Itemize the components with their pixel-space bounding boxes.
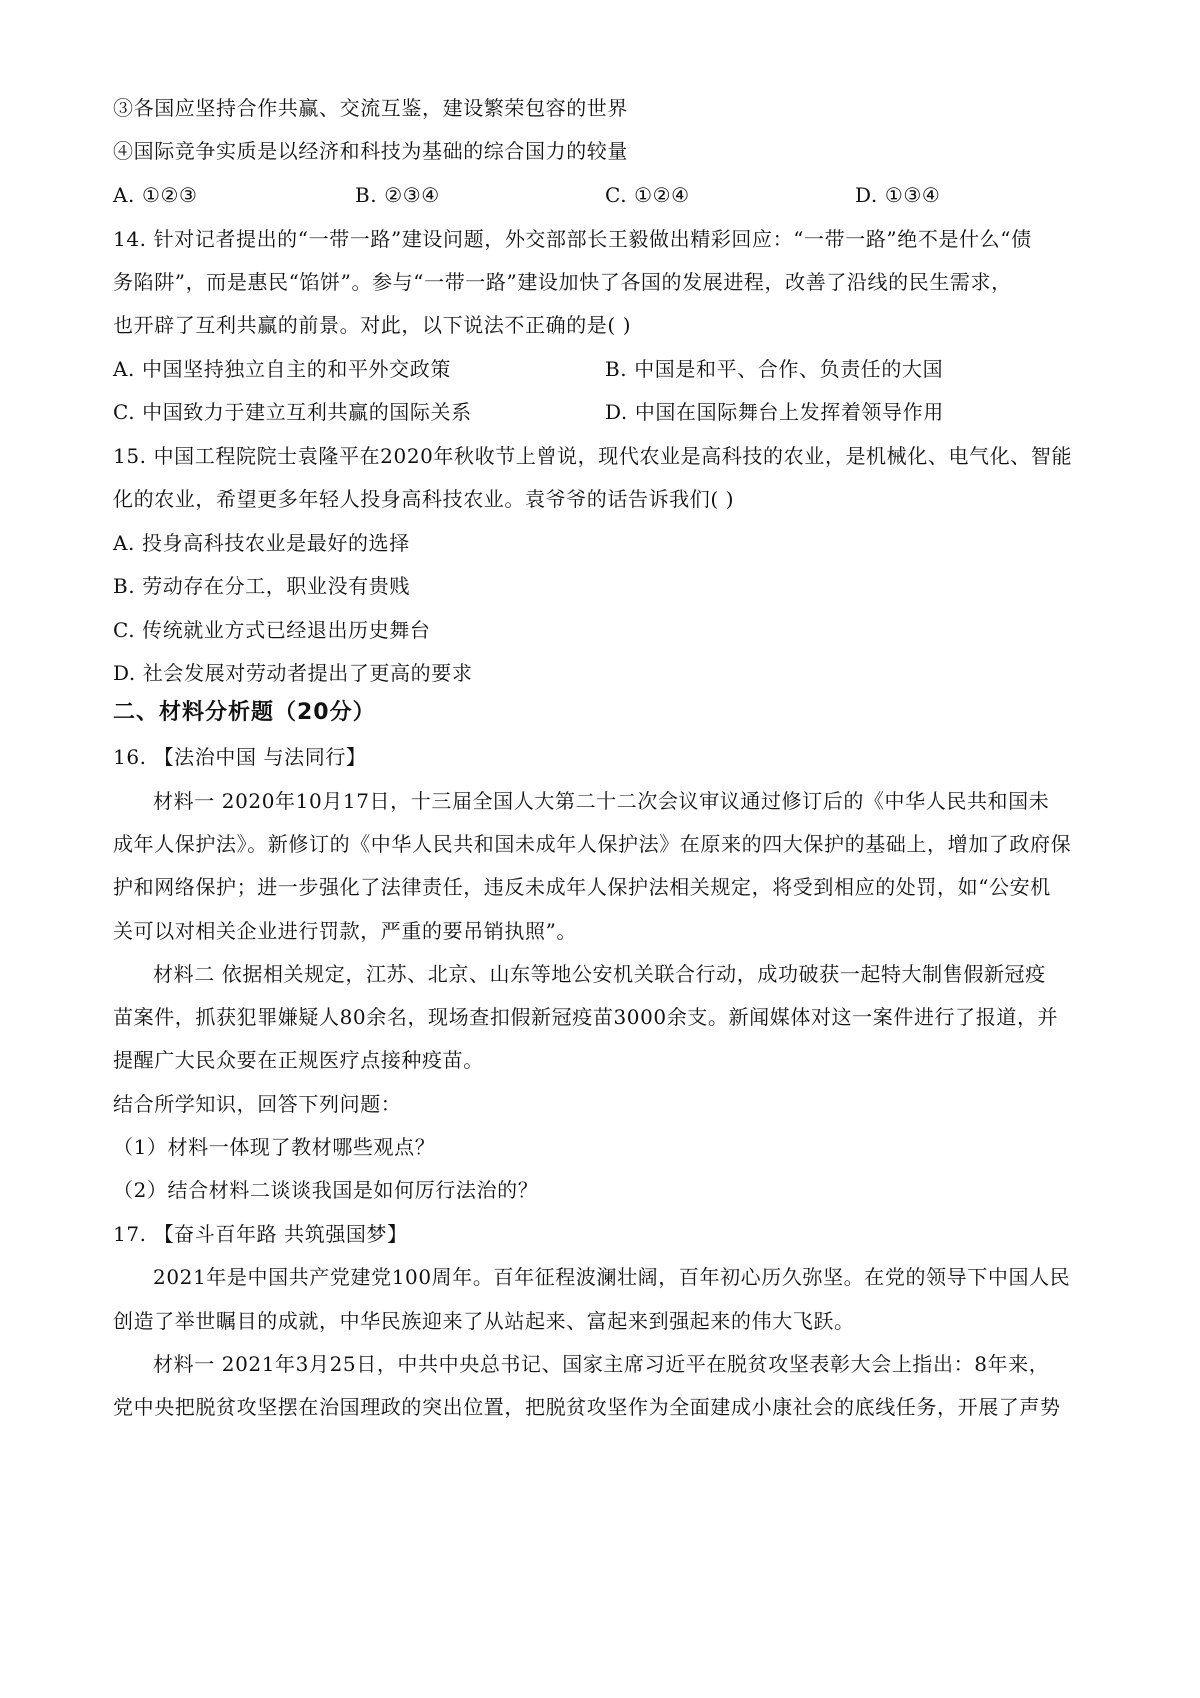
q15-stem-line: 化的农业，希望更多年轻人投身高科技农业。袁爷爷的话告诉我们( ) [113,487,735,511]
q14-option-d: D. 中国在国际舞台上发挥着领导作用 [605,400,944,424]
q16-material-2-line: 提醒广大民众要在正规医疗点接种疫苗。 [113,1048,484,1072]
q15-option-c: C. 传统就业方式已经退出历史舞台 [113,618,431,642]
q13-option-a: A. ①②③ [113,183,198,207]
q16-prompt: 结合所学知识，回答下列问题： [113,1092,402,1116]
q14-option-c: C. 中国致力于建立互利共赢的国际关系 [113,400,472,424]
q15-option-a: A. 投身高科技农业是最好的选择 [113,531,410,555]
q17-intro-line: 2021年是中国共产党建党100周年。百年征程波澜壮阔，百年初心历久弥坚。在党的领导下中国人民 [153,1265,1071,1289]
q16-material-1-line: 材料一 2020年10月17日，十三届全国人大第二十二次会议审议通过修订后的《中华人民共和国未 [153,789,1050,813]
q17-material-1-line: 党中央把脱贫攻坚摆在治国理政的突出位置，把脱贫攻坚作为全面建成小康社会的底线任务，开展了声势 [113,1395,1061,1419]
q14-stem-line: 务陷阱”，而是惠民“馅饼”。参与“一带一路”建设加快了各国的发展进程，改善了沿线的民生需求， [113,270,1012,294]
q17-material-1-line: 材料一 2021年3月25日，中共中央总书记、国家主席习近平在脱贫攻坚表彰大会上指出：8年来， [153,1352,1050,1376]
q13-option-d: D. ①③④ [855,183,941,207]
q13-item-3: ③各国应坚持合作共赢、交流互鉴，建设繁荣包容的世界 [113,96,628,120]
q16-material-2-line: 苗案件，抓获犯罪嫌疑人80余名，现场查扣假新冠疫苗3000余支。新闻媒体对这一案件进行了报道，并 [113,1005,1059,1029]
q17-title: 17. 【奋斗百年路 共筑强国梦】 [113,1222,408,1246]
q16-material-1-line: 护和网络保护；进一步强化了法律责任，违反未成年人保护法相关规定，将受到相应的处罚，如“公安机 [113,875,1051,899]
q14-option-b: B. 中国是和平、合作、负责任的大国 [605,357,944,381]
q14-stem-line: 14. 针对记者提出的“一带一路”建设问题，外交部部长王毅做出精彩回应：“一带一路”绝不是什么“债 [113,227,1032,251]
q15-option-d: D. 社会发展对劳动者提出了更高的要求 [113,661,473,685]
q14-option-a: A. 中国坚持独立自主的和平外交政策 [113,357,451,381]
q13-item-4: ④国际竞争实质是以经济和科技为基础的综合国力的较量 [113,139,628,163]
q16-material-1-line: 关可以对相关企业进行罚款，严重的要吊销执照”。 [113,919,578,943]
q16-subquestion-1: （1）材料一体现了教材哪些观点？ [113,1135,436,1159]
q16-material-1-line: 成年人保护法》。新修订的《中华人民共和国未成年人保护法》在原来的四大保护的基础上，增加了政府保 [113,832,1072,856]
q13-option-c: C. ①②④ [605,183,690,207]
q16-title: 16. 【法治中国 与法同行】 [113,745,367,769]
section-heading: 二、材料分析题（20分） [113,700,376,725]
q15-stem-line: 15. 中国工程院院士袁隆平在2020年秋收节上曾说，现代农业是高科技的农业，是机械化、电气化、智能 [113,444,1073,468]
q16-material-2-line: 材料二 依据相关规定，江苏、北京、山东等地公安机关联合行动，成功破获一起特大制售假新冠疫 [153,962,1046,986]
q17-intro-line: 创造了举世瞩目的成就，中华民族迎来了从站起来、富起来到强起来的伟大飞跃。 [113,1309,855,1333]
q14-stem-line: 也开辟了互利共赢的前景。对此，以下说法不正确的是( ) [113,313,632,337]
q13-option-b: B. ②③④ [355,183,440,207]
q16-subquestion-2: （2）结合材料二谈谈我国是如何厉行法治的？ [113,1178,539,1202]
q15-option-b: B. 劳动存在分工，职业没有贵贱 [113,574,411,598]
